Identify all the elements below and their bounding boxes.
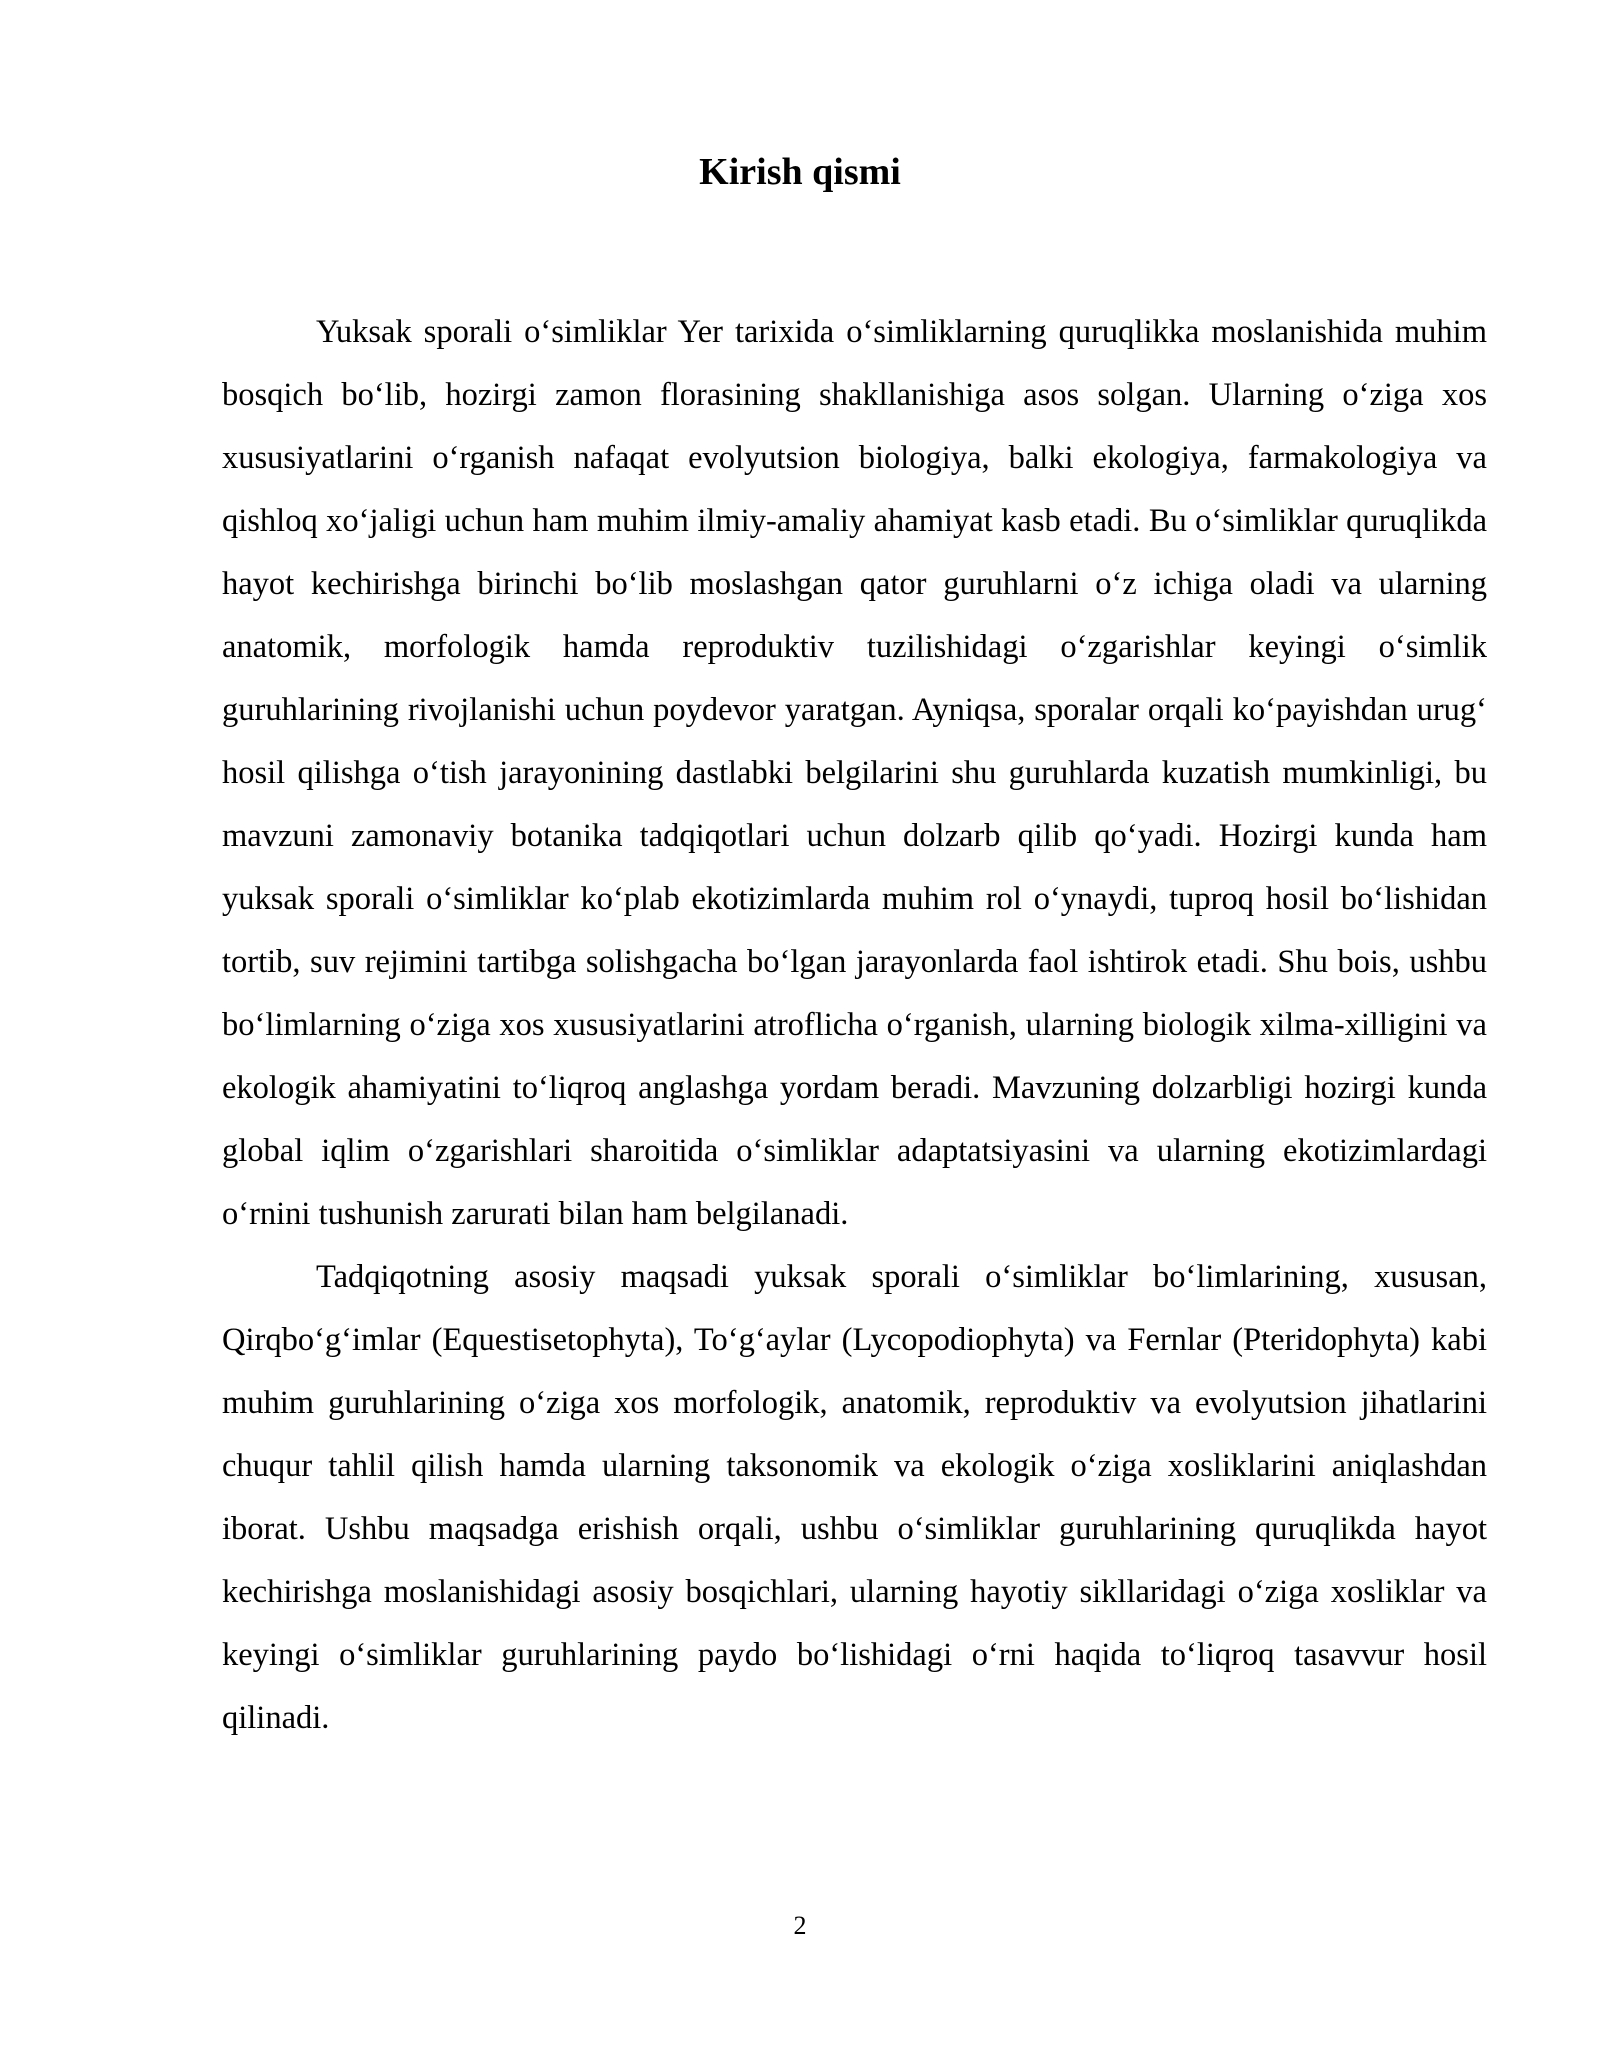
body-text <box>222 301 1487 1750</box>
paragraph-research-goal: Tadqiqotning asosiy maqsadi yuksak sporali o‘simliklar bo‘limlarining, xususan, Qirqbo‘g‘imlar (Equestisetophyta), To‘g‘aylar (Lycopodiophyta) va Fernlar (Pteridophyta) kabi muhim guruhlarining o‘ziga xos morfologik, anatomik, reproduktiv va evolyutsion jihatlarini chuqur tahlil qilish hamda ularning taksonomik va ekologik o‘ziga xosliklarini aniqlashdan iborat. Ushbu maqsadga erishish orqali, ushbu o‘simliklar guruhlarining quruqlikda hayot kechirishga moslanishidagi asosiy bosqichlari, ularning hayotiy sikllaridagi o‘ziga xosliklar va keyingi o‘simliklar guruhlarining paydo bo‘lishidagi o‘rni haqida to‘liqroq tasavvur hosil qilinadi. <box>222 1259 1487 1736</box>
paragraph-introduction: Yuksak sporali o‘simliklar Yer tarixida o‘simliklarning quruqlikka moslanishida muhim bosqich bo‘lib, hozirgi zamon florasining shakllanishiga asos solgan. Ularning o‘ziga xos xususiyatlarini o‘rganish nafaqat evolyutsion biologiya, balki ekologiya, farmakologiya va qishloq xo‘jaligi uchun ham muhim ilmiy-amaliy ahamiyat kasb etadi. Bu o‘simliklar quruqlikda hayot kechirishga birinchi bo‘lib moslashgan qator guruhlarni o‘z ichiga oladi va ularning anatomik, morfologik hamda reproduktiv tuzilishidagi o‘zgarishlar keyingi o‘simlik guruhlarining rivojlanishi uchun poydevor yaratgan. Ayniqsa, sporalar orqali ko‘payishdan urug‘ hosil qilishga o‘tish jarayonining dastlabki belgilarini shu guruhlarda kuzatish mumkinligi, bu mavzuni zamonaviy botanika tadqiqotlari uchun dolzarb qilib qo‘yadi. Hozirgi kunda ham yuksak sporali o‘simliklar ko‘plab ekotizimlarda muhim rol o‘ynaydi, tuproq hosil bo‘lishidan tortib, suv rejimini tartibga solishgacha bo‘lgan jarayonlarda faol ishtirok etadi. Shu bois, ushbu bo‘limlarning o‘ziga xos xususiyatlarini atroflicha o‘rganish, ularning biologik xilma-xilligini va ekologik ahamiyatini to‘liqroq anglashga yordam beradi. Mavzuning dolzarbligi hozirgi kunda global iqlim o‘zgarishlari sharoitida o‘simliklar adaptatsiyasini va ularning ekotizimlardagi o‘rnini tushunish zarurati bilan ham belgilanadi. <box>222 314 1487 1232</box>
page-title: Kirish qismi <box>699 151 901 193</box>
page-number: 2 <box>793 1911 807 1940</box>
